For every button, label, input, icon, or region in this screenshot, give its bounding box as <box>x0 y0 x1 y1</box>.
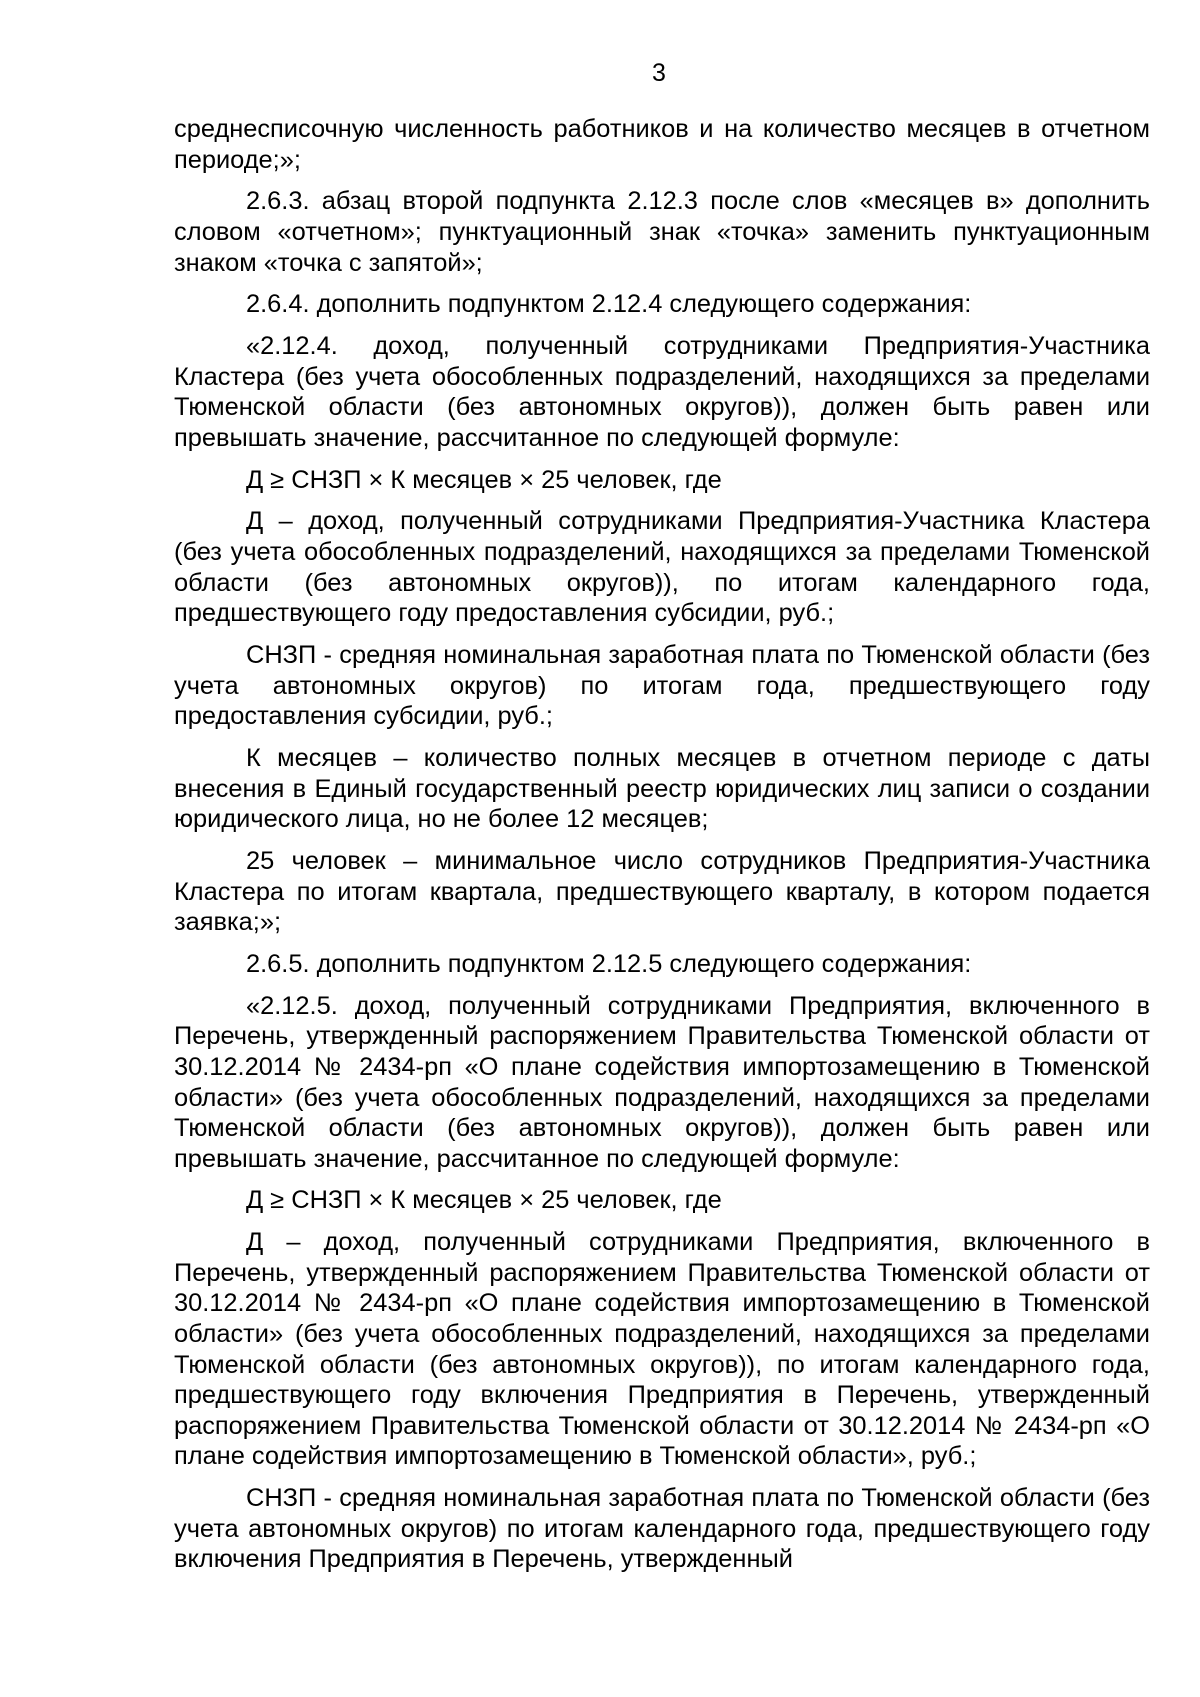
paragraph-2-12-5: «2.12.5. доход, полученный сотрудниками Предприятия, включенного в Перечень, утвержденный распоряжением Правительства Тюменской области от 30.12.2014 № 2434-рп «О плане содействия импортозамещению в Тюменской области» (без учета обособленных подразделений, находящихся за пределами Тюменской области (без автономных округов)), должен быть равен или превышать значение, рассчитанное по следующей формуле: <box>174 991 1150 1173</box>
formula-2-12-4: Д ≥ СНЗП × К месяцев × 25 человек, где <box>246 465 722 494</box>
definition-snzp-2-12-5: СНЗП - средняя номинальная заработная плата по Тюменской области (без учета автономных округов) по итогам календарного года, предшествующего году включения Предприятия в Перечень, утвержденный <box>174 1484 1150 1574</box>
definition-snzp-2-12-4: СНЗП - средняя номинальная заработная плата по Тюменской области (без учета автономных округов) по итогам года, предшествующего году предоставления субсидии, руб.; <box>174 641 1150 731</box>
paragraph-2-6-3: 2.6.3. абзац второй подпункта 2.12.3 после слов «месяцев в» дополнить словом «отчетном»; пунктуационный знак «точка» заменить пунктуационным знаком «точка с запятой»; <box>174 187 1150 277</box>
definition-employees-2-12-4: 25 человек – минимальное число сотрудников Предприятия-Участника Кластера по итогам квартала, предшествующего кварталу, в котором подается заявка;»; <box>174 846 1150 937</box>
formula-2-12-5: Д ≥ СНЗП × К месяцев × 25 человек, где <box>246 1186 722 1215</box>
definition-months-2-12-4: К месяцев – количество полных месяцев в отчетном периоде с даты внесения в Единый государственный реестр юридических лиц записи о создании юридического лица, но не более 12 месяцев; <box>174 744 1150 834</box>
definition-income-2-12-5: Д – доход, полученный сотрудниками Предприятия, включенного в Перечень, утвержденный распоряжением Правительства Тюменской области от 30.12.2014 № 2434-рп «О плане содействия импортозамещению в Тюменской области» (без учета обособленных подразделений, находящихся за пределами Тюменской области (без автономных округов)), по итогам календарного года, предшествующего году включения Предприятия в Перечень, утвержденный распоряжением Правительства Тюменской области от 30.12.2014 № 2434-рп «О плане содействия импортозамещению в Тюменской области», руб.; <box>174 1228 1150 1471</box>
definition-income-2-12-4: Д – доход, полученный сотрудниками Предприятия-Участника Кластера (без учета обособленных подразделений, находящихся за пределами Тюменской области (без автономных округов)), по итогам календарного года, предшествующего году предоставления субсидии, руб.; <box>174 507 1150 628</box>
paragraph-continuation: среднесписочную численность работников и на количество месяцев в отчетном периоде;»; <box>174 115 1150 174</box>
document-body <box>174 114 1150 1575</box>
page-number: 3 <box>652 59 666 87</box>
paragraph-2-12-4: «2.12.4. доход, полученный сотрудниками Предприятия-Участника Кластера (без учета обособленных подразделений, находящихся за пределами Тюменской области (без автономных округов)), должен быть равен или превышать значение, рассчитанное по следующей формуле: <box>174 332 1150 452</box>
paragraph-2-6-4: 2.6.4. дополнить подпунктом 2.12.4 следующего содержания: <box>246 290 972 319</box>
paragraph-2-6-5: 2.6.5. дополнить подпунктом 2.12.5 следующего содержания: <box>246 949 972 978</box>
